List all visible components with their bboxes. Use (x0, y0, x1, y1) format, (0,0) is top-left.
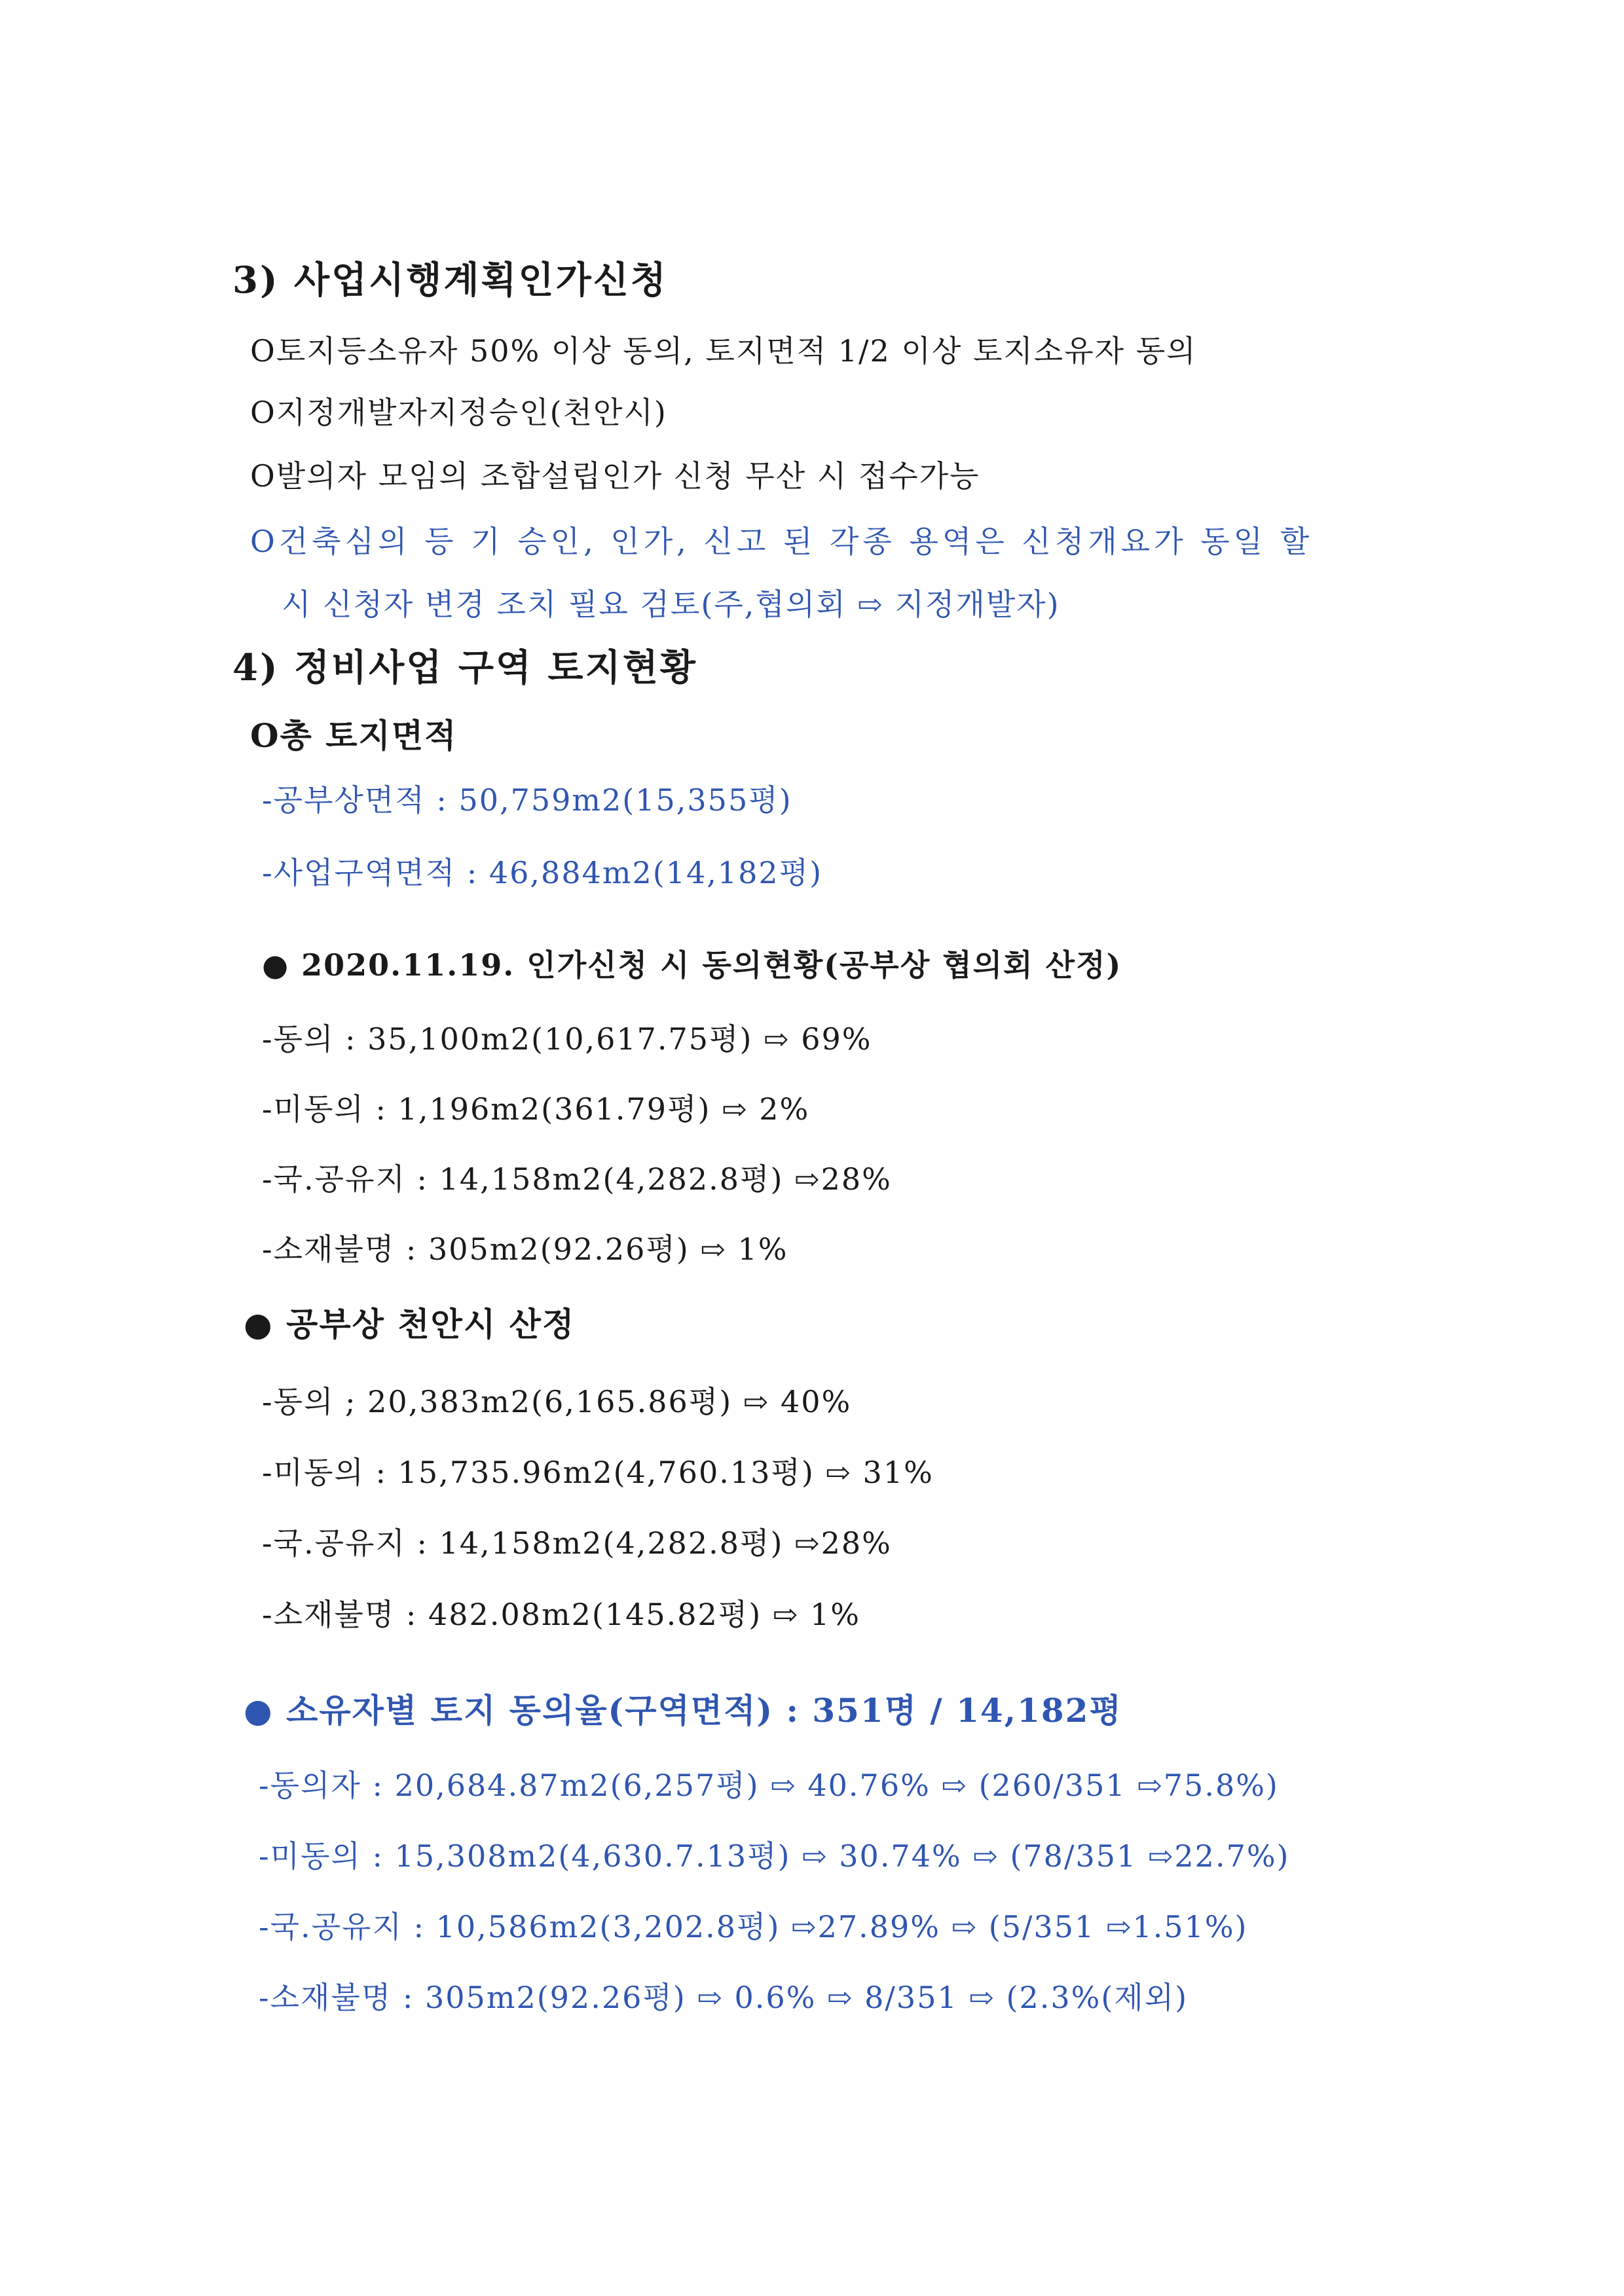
group-b-item: -동의 ; 20,383m2(6,165.86평) ⇨ 40% (262, 1384, 852, 1419)
total-area-title: O총 토지면적 (250, 716, 458, 755)
group-a-item: -소재불명 : 305m2(92.26평) ⇨ 1% (262, 1231, 788, 1267)
sec3-item-3: O발의자 모임의 조합설립인가 신청 무산 시 접수가능 (250, 458, 980, 494)
group-a-item: -동의 : 35,100m2(10,617.75평) ⇨ 69% (262, 1021, 872, 1057)
group-a-title: ● 2020.11.19. 인가신청 시 동의현황(공부상 협의회 산정) (262, 947, 1122, 983)
sec3-item-5: 시 신청자 변경 조치 필요 검토(주,협의회 ⇨ 지정개발자) (282, 587, 1060, 622)
group-b-item: -국.공유지 : 14,158m2(4,282.8평) ⇨28% (262, 1525, 892, 1561)
group-c-item: -동의자 : 20,684.87m2(6,257평) ⇨ 40.76% ⇨ (260/351 ⇨75.8%) (259, 1768, 1279, 1803)
group-c-item: -소재불명 : 305m2(92.26평) ⇨ 0.6% ⇨ 8/351 ⇨ (2.3%(제외) (259, 1980, 1189, 2015)
group-c-item: -미동의 : 15,308m2(4,630.7.13평) ⇨ 30.74% ⇨ (78/351 ⇨22.7%) (259, 1838, 1290, 1874)
section-3-title: 3) 사업시행계획인가신청 (232, 259, 668, 302)
group-a-item: -미동의 : 1,196m2(361.79평) ⇨ 2% (262, 1091, 810, 1127)
group-b-item: -미동의 : 15,735.96m2(4,760.13평) ⇨ 31% (262, 1455, 934, 1490)
section-4-title: 4) 정비사업 구역 토지현황 (232, 646, 697, 689)
sec3-item-1: O토지등소유자 50% 이상 동의, 토지면적 1/2 이상 토지소유자 동의 (250, 333, 1197, 369)
total-area-item-1: -공부상면적 : 50,759m2(15,355평) (262, 782, 792, 818)
group-c-item: -국.공유지 : 10,586m2(3,202.8평) ⇨27.89% ⇨ (5/351 ⇨1.51%) (259, 1909, 1248, 1944)
group-a-item: -국.공유지 : 14,158m2(4,282.8평) ⇨28% (262, 1161, 892, 1197)
sec3-item-2: O지정개발자지정승인(천안시) (250, 395, 667, 430)
group-b-title: ● 공부상 천안시 산정 (244, 1305, 576, 1343)
sec3-item-4: O건축심의 등 기 승인, 인가, 신고 된 각종 용역은 신청개요가 동일 할 (250, 524, 1314, 559)
group-b-item: -소재불명 : 482.08m2(145.82평) ⇨ 1% (262, 1597, 860, 1632)
total-area-item-2: -사업구역면적 : 46,884m2(14,182평) (262, 855, 823, 890)
group-c-title: ● 소유자별 토지 동의율(구역면적) : 351명 / 14,182평 (244, 1691, 1122, 1730)
